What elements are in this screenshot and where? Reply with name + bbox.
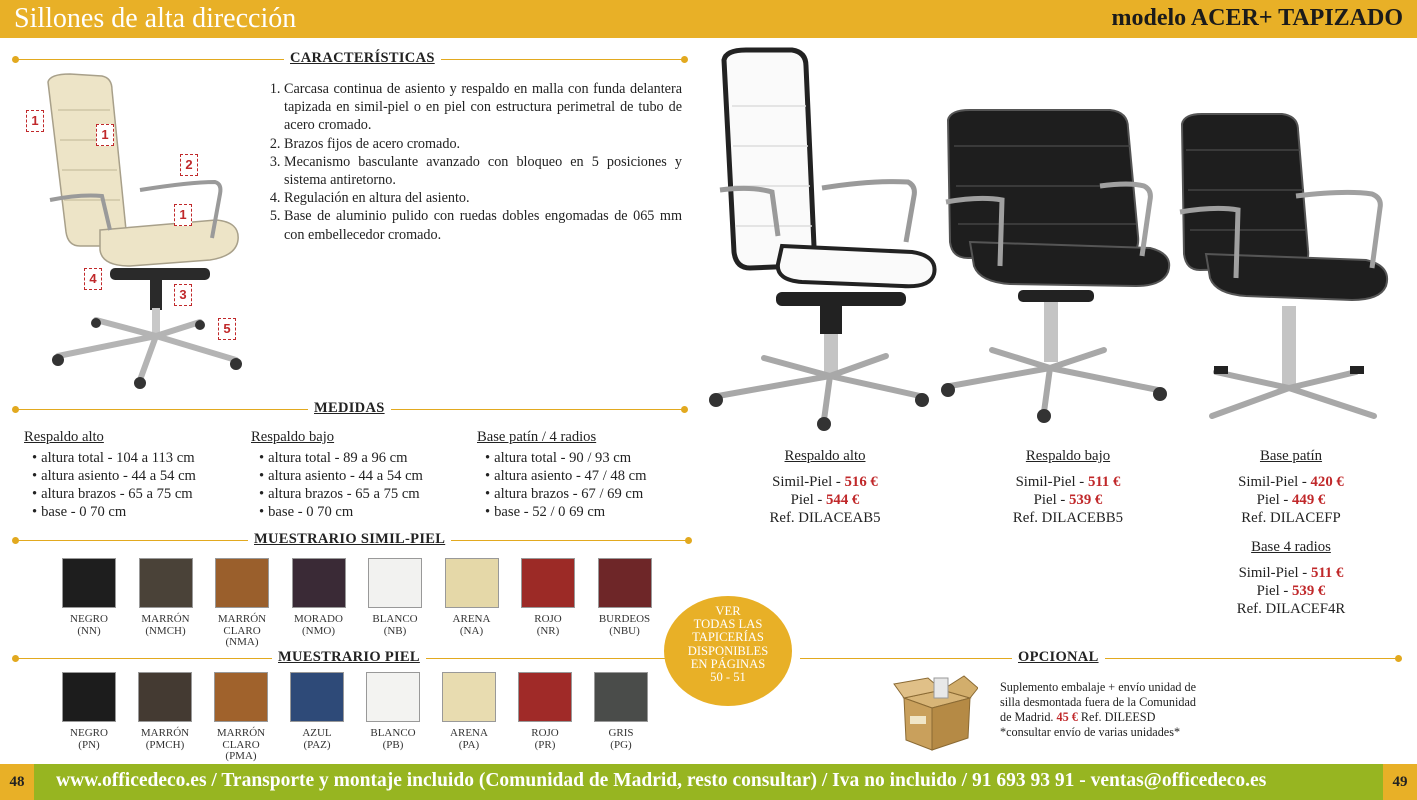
measure-item: • altura asiento - 47 / 48 cm xyxy=(485,467,647,485)
optional-text-part: de Madrid. xyxy=(1000,710,1057,724)
product-ref: Ref. DILACEFP xyxy=(1241,510,1341,526)
price-label: Piel - xyxy=(1033,492,1070,508)
price-value: 449 € xyxy=(1292,492,1326,508)
swatch-label-line: (NN) xyxy=(77,624,101,637)
swatch-label xyxy=(508,614,588,637)
callout-1: 1 xyxy=(26,110,44,132)
price-value: 539 € xyxy=(1292,583,1326,599)
leather-swatches-rule xyxy=(14,649,690,667)
swatch-label xyxy=(279,614,359,637)
swatch-label xyxy=(429,728,509,751)
swatch-label xyxy=(505,728,585,751)
price-value: 511 € xyxy=(1310,565,1344,581)
measures-title: Base patín / 4 radios xyxy=(477,429,597,445)
swatch-gris[interactable] xyxy=(594,672,648,722)
swatch-morado[interactable] xyxy=(292,558,346,608)
swatch-label-line: (NBU) xyxy=(609,624,640,637)
badge-line: VER xyxy=(715,604,741,618)
page-title: Sillones de alta dirección xyxy=(14,3,297,34)
measure-item: • altura brazos - 65 a 75 cm xyxy=(259,485,423,503)
swatch-label-line: MARRÓN xyxy=(217,613,267,625)
swatch-negro[interactable] xyxy=(62,672,116,722)
measure-item: • altura asiento - 44 a 54 cm xyxy=(32,467,196,485)
optional-ref: Ref. DILEESD xyxy=(1077,710,1156,724)
product-four-spoke-base xyxy=(1191,538,1391,618)
swatch-label-line: (PR) xyxy=(534,738,556,751)
page-number-right: 49 xyxy=(1383,764,1417,800)
product-name: Base patín xyxy=(1259,448,1323,464)
cream-chair-image xyxy=(40,70,250,390)
swatch-label xyxy=(355,614,435,637)
swatch-marrn[interactable] xyxy=(138,672,192,722)
swatch-label-line: MARRÓN xyxy=(141,613,190,625)
swatch-label xyxy=(432,614,512,637)
measure-item: • altura brazos - 67 / 69 cm xyxy=(485,485,647,503)
callout-4: 4 xyxy=(84,268,102,290)
swatch-label-line: GRIS xyxy=(608,727,634,739)
swatch-blanco[interactable] xyxy=(366,672,420,722)
product-name: Respaldo alto xyxy=(784,448,866,464)
leather-swatches-heading: MUESTRARIO PIEL xyxy=(272,649,426,666)
feature-item: 3. Mecanismo basculante avanzado con bloqueo en 5 posiciones y sistema antiretorno. xyxy=(284,153,682,189)
leather-price-line xyxy=(1191,582,1391,600)
footer-bar xyxy=(0,764,1417,800)
measures-title: Respaldo bajo xyxy=(251,429,335,445)
feature-item: 2. Brazos fijos de acero cromado. xyxy=(284,135,682,153)
header-bar xyxy=(0,0,1417,38)
callout-1: 1 xyxy=(96,124,114,146)
swatch-label-line: AZUL xyxy=(302,727,332,739)
callout-1: 1 xyxy=(174,204,192,226)
swatch-label-line: MORADO xyxy=(294,613,343,625)
swatch-label-line: (NB) xyxy=(383,624,407,637)
features-heading: CARACTERÍSTICAS xyxy=(284,50,441,67)
swatch-label xyxy=(49,614,129,637)
swatch-label xyxy=(277,728,357,751)
optional-rule xyxy=(800,649,1400,667)
simil-price-line xyxy=(1191,564,1391,582)
swatch-label-line: (PG) xyxy=(610,738,632,751)
callout-3: 3 xyxy=(174,284,192,306)
swatch-negro[interactable] xyxy=(62,558,116,608)
product-skid-base xyxy=(1191,447,1391,527)
measure-item: • altura total - 104 a 113 cm xyxy=(32,449,196,467)
price-value: 516 € xyxy=(844,474,878,490)
feature-item: 1. Carcasa continua de asiento y respaldo en malla con funda delantera tapizada en simil-piel o en piel con estructura perimetral de tubo de acero cromado. xyxy=(284,80,682,135)
shipping-box-icon xyxy=(892,672,978,752)
simil-price-line xyxy=(1191,473,1391,491)
swatch-burdeos[interactable] xyxy=(598,558,652,608)
optional-line: silla desmontada fuera de la Comunidad xyxy=(1000,695,1196,709)
price-label: Simil-Piel - xyxy=(1015,474,1088,490)
swatch-label-line: (PA) xyxy=(458,738,480,751)
feature-item: 4. Regulación en altura del asiento. xyxy=(284,189,682,207)
swatch-label xyxy=(201,728,281,763)
price-value: 539 € xyxy=(1069,492,1103,508)
simil-swatches-heading: MUESTRARIO SIMIL-PIEL xyxy=(248,531,451,548)
callout-5: 5 xyxy=(218,318,236,340)
swatch-label xyxy=(126,614,206,637)
swatch-label-line: CLARO xyxy=(223,624,261,637)
chair-backrest xyxy=(48,74,126,246)
measure-item: • base - 0 70 cm xyxy=(32,503,196,521)
badge-line: DISPONIBLES xyxy=(687,643,769,658)
price-value: 544 € xyxy=(826,492,860,508)
leather-price-line xyxy=(725,491,925,509)
swatch-blanco[interactable] xyxy=(368,558,422,608)
swatch-label-line: NEGRO xyxy=(70,727,108,739)
swatch-label-line: MARRÓN xyxy=(140,727,190,739)
swatch-label-line: (NMA) xyxy=(225,636,259,648)
swatch-label-line: CLARO xyxy=(222,738,260,751)
optional-shipping-text xyxy=(1000,680,1235,740)
swatch-label xyxy=(353,728,433,751)
page-number-left: 48 xyxy=(0,764,34,800)
price-label: Simil-Piel - xyxy=(1238,565,1311,581)
product-ref: Ref. DILACEF4R xyxy=(1236,601,1346,617)
measure-item: • altura brazos - 65 a 75 cm xyxy=(32,485,196,503)
measure-item: • altura total - 90 / 93 cm xyxy=(485,449,647,467)
simil-swatches-rule xyxy=(14,531,690,549)
black-low-back-chair-image xyxy=(940,106,1176,432)
price-label: Simil-Piel - xyxy=(1238,474,1311,490)
footer-contact-text[interactable]: www.officedeco.es / Transporte y montaje incluido (Comunidad de Madrid, resto consultar) / Iva no incluido / 91 693 93 91 - ventas@officedeco.es xyxy=(56,770,1267,791)
swatch-label-line: ROJO xyxy=(531,727,559,739)
swatch-label-line: (PB) xyxy=(382,738,404,751)
swatch-label xyxy=(125,728,205,751)
see-all-upholstery-badge[interactable] xyxy=(664,596,792,706)
badge-line: 50 - 51 xyxy=(710,670,746,685)
swatch-label-line: (PMA) xyxy=(225,750,257,762)
price-label: Piel - xyxy=(1256,583,1293,599)
swatch-label-line: MARRÓN xyxy=(216,727,266,739)
product-high-back xyxy=(725,447,925,527)
simil-price-line xyxy=(725,473,925,491)
swatch-label-line: (NA) xyxy=(459,624,484,637)
measure-item: • altura asiento - 44 a 54 cm xyxy=(259,467,423,485)
optional-line xyxy=(1000,710,1235,725)
swatch-azul[interactable] xyxy=(290,672,344,722)
swatch-label xyxy=(49,728,129,751)
optional-price: 45 € xyxy=(1056,710,1078,724)
swatch-label-line: BLANCO xyxy=(370,727,416,739)
swatch-label-line: BLANCO xyxy=(372,613,418,625)
swatch-label-line: (PN) xyxy=(78,738,100,751)
product-name: Respaldo bajo xyxy=(1025,448,1111,464)
measure-item: • base - 52 / 0 69 cm xyxy=(485,503,647,521)
swatch-label-line: NEGRO xyxy=(70,613,108,625)
features-rule xyxy=(14,50,686,68)
callout-2: 2 xyxy=(180,154,198,176)
badge-line: EN PÁGINAS xyxy=(690,656,766,671)
product-low-back xyxy=(968,447,1168,527)
optional-line: *consultar envío de varias unidades* xyxy=(1000,725,1181,739)
optional-heading: OPCIONAL xyxy=(1012,649,1105,666)
chair-base xyxy=(58,320,236,380)
measures-low-back xyxy=(251,428,423,521)
swatch-label-line: BURDEOS xyxy=(598,613,651,625)
swatch-label-line: (NMCH) xyxy=(145,624,186,637)
leather-price-line xyxy=(1191,491,1391,509)
price-label: Piel - xyxy=(790,492,827,508)
swatch-label-line: ARENA xyxy=(450,727,488,739)
model-title: modelo ACER+ TAPIZADO xyxy=(1111,5,1403,31)
swatch-label-line: (NR) xyxy=(536,624,560,637)
measures-high-back xyxy=(24,428,196,521)
swatch-label-line: (NMO) xyxy=(302,624,335,637)
swatch-label xyxy=(585,614,665,637)
swatch-label-line: ARENA xyxy=(452,613,491,625)
product-name: Base 4 radios xyxy=(1251,539,1331,555)
swatch-arena[interactable] xyxy=(442,672,496,722)
swatch-label xyxy=(581,728,661,751)
simil-price-line xyxy=(968,473,1168,491)
measures-skid-base xyxy=(477,428,647,521)
product-ref: Ref. DILACEBB5 xyxy=(1012,510,1124,526)
swatch-rojo[interactable] xyxy=(518,672,572,722)
badge-line: TAPICERÍAS xyxy=(692,630,764,645)
measures-rule xyxy=(14,400,686,418)
swatch-label-line: (PAZ) xyxy=(303,738,331,751)
swatch-label-line: ROJO xyxy=(534,613,562,625)
measures-title: Respaldo alto xyxy=(24,429,104,445)
white-high-back-chair-image xyxy=(702,46,942,432)
features-list xyxy=(262,80,682,244)
price-label: Simil-Piel - xyxy=(772,474,845,490)
price-value: 511 € xyxy=(1087,474,1121,490)
swatch-arena[interactable] xyxy=(445,558,499,608)
swatch-label-line: (PMCH) xyxy=(145,738,185,751)
swatch-marrn[interactable] xyxy=(139,558,193,608)
swatch-rojo[interactable] xyxy=(521,558,575,608)
product-ref: Ref. DILACEAB5 xyxy=(769,510,881,526)
feature-item: 5. Base de aluminio pulido con ruedas dobles engomadas de 065 mm con embellecedor cromado. xyxy=(284,207,682,243)
price-label: Piel - xyxy=(1256,492,1293,508)
badge-line: TODAS LAS xyxy=(693,617,763,632)
measures-heading: MEDIDAS xyxy=(308,400,391,417)
black-skid-base-chair-image xyxy=(1176,110,1396,422)
swatch-marrn[interactable] xyxy=(214,672,268,722)
swatch-marrn[interactable] xyxy=(215,558,269,608)
price-value: 420 € xyxy=(1310,474,1344,490)
measure-item: • altura total - 89 a 96 cm xyxy=(259,449,423,467)
optional-line: Suplemento embalaje + envío unidad de xyxy=(1000,680,1197,694)
measure-item: • base - 0 70 cm xyxy=(259,503,423,521)
leather-price-line xyxy=(968,491,1168,509)
swatch-label xyxy=(202,614,282,649)
